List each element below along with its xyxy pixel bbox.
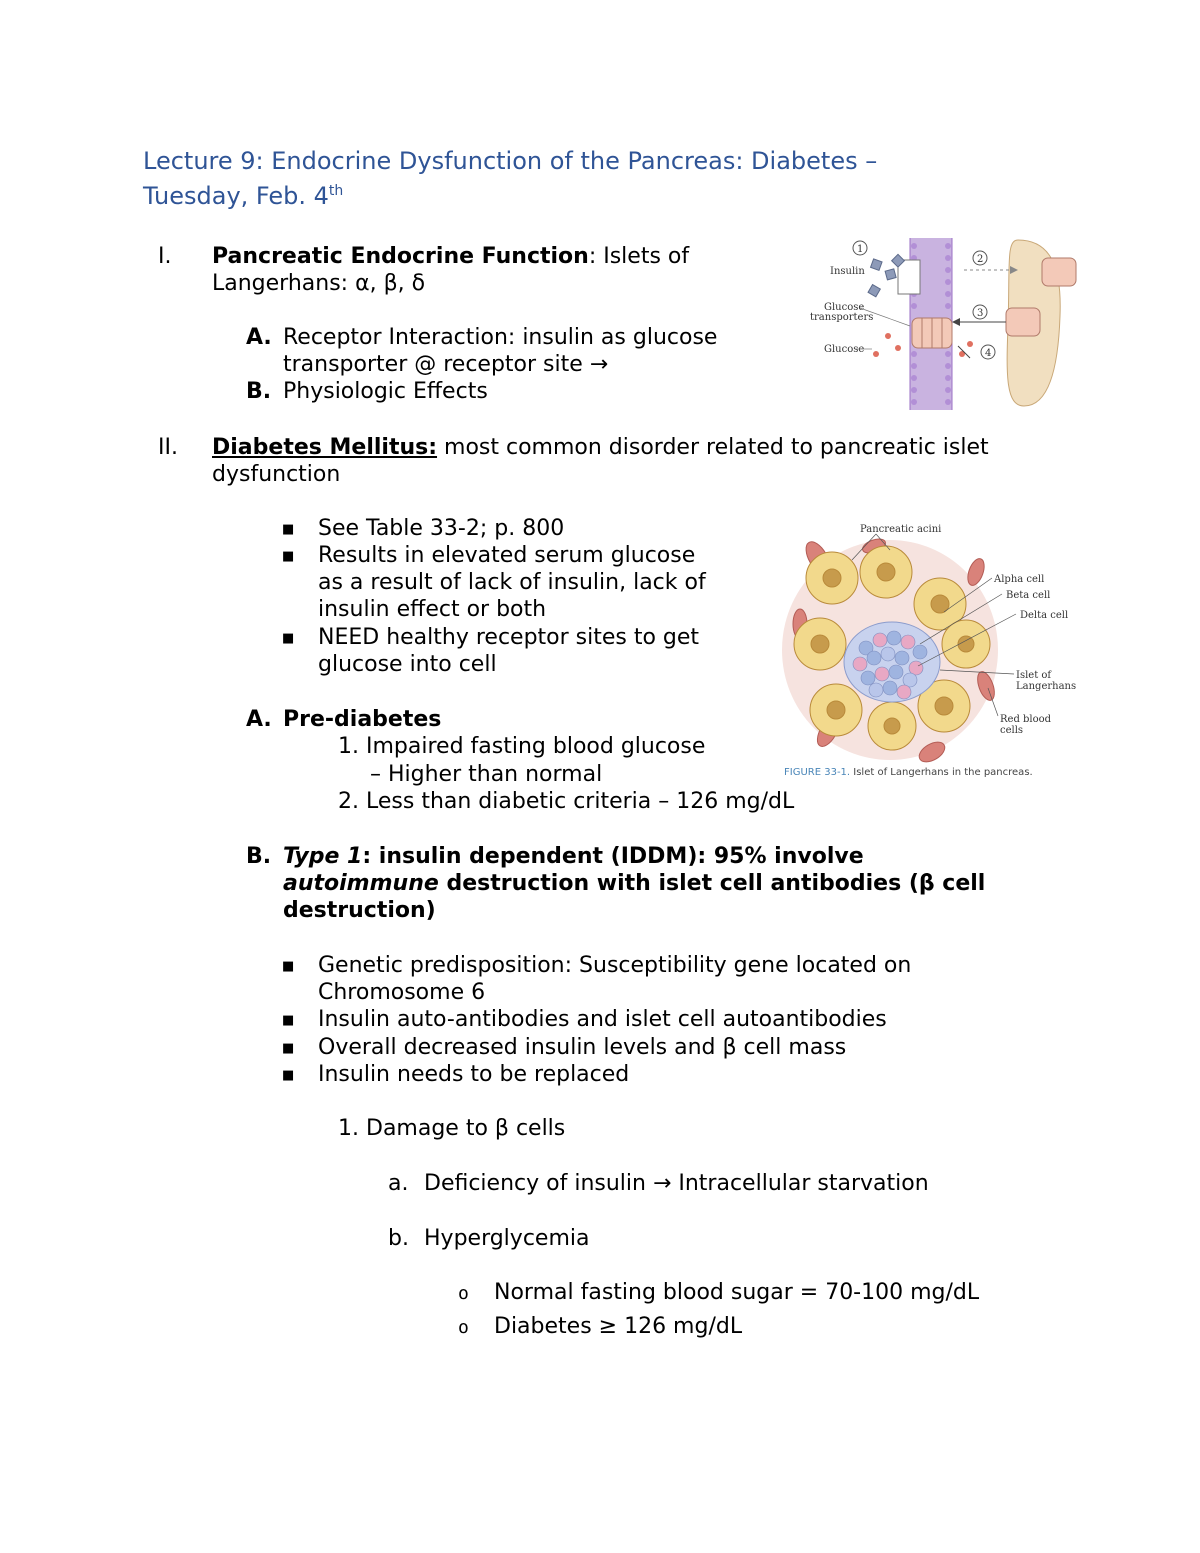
sub-b-text: Hyperglycemia <box>424 1226 590 1251</box>
step-1-label: 1 <box>857 244 864 255</box>
square-bullet-icon: ■ <box>282 522 295 537</box>
section1-line2: Langerhans: α, β, δ <box>212 271 426 296</box>
figure-caption <box>784 767 1033 778</box>
insulin-label: Insulin <box>830 266 865 277</box>
prediabetes-heading: Pre-diabetes <box>283 707 442 732</box>
prediabetes-item2-num: 2. <box>338 789 359 814</box>
section2-heading: Diabetes Mellitus: <box>212 435 438 460</box>
rbc-label-1: Red blood <box>1000 714 1052 725</box>
circle-bullet-icon: o <box>458 1317 469 1338</box>
title-sup: th <box>328 183 344 199</box>
prediabetes-item1-num: 1. <box>338 734 359 759</box>
beta-cell-label: Beta cell <box>1006 590 1051 601</box>
section2-numeral: II. <box>158 435 178 460</box>
type1-label: Type 1 <box>283 844 363 869</box>
type1-bullet-3: Overall decreased insulin levels and β cell mass <box>318 1035 847 1060</box>
square-bullet-icon: ■ <box>282 1041 295 1056</box>
circle-bullet-icon: o <box>458 1283 469 1304</box>
prediabetes-item1: Impaired fasting blood glucose <box>366 734 706 759</box>
figure-caption-number: FIGURE 33-1. <box>784 767 851 778</box>
square-bullet-icon: ■ <box>282 631 295 646</box>
section1-itemA-letter: A. <box>246 325 272 350</box>
bullet-3-line1: NEED healthy receptor sites to get <box>318 625 700 650</box>
insulin-transport-figure <box>810 236 1080 412</box>
square-bullet-icon: ■ <box>282 549 295 564</box>
section1-itemA-line1: Receptor Interaction: insulin as glucose <box>283 325 718 350</box>
figure-caption-text: Islet of Langerhans in the pancreas. <box>850 767 1033 778</box>
prediabetes-letter: A. <box>246 707 272 732</box>
square-bullet-icon: ■ <box>282 959 295 974</box>
type1-line1 <box>283 843 864 870</box>
section2-rest: most common disorder related to pancreatic islet <box>437 435 989 460</box>
glucose-transporters-label-2: transporters <box>810 312 874 323</box>
circle-item-2: Diabetes ≥ 126 mg/dL <box>494 1314 743 1339</box>
type1-line2-rest: destruction with islet cell antibodies (β cell <box>438 871 986 896</box>
section1-heading-line <box>212 243 689 270</box>
page-title <box>143 147 877 175</box>
type1-bullet-4: Insulin needs to be replaced <box>318 1062 630 1087</box>
type1-item1-num: 1. <box>338 1116 359 1141</box>
title-line1: Lecture 9: Endocrine Dysfunction of the Pancreas: Diabetes – <box>143 147 878 175</box>
sub-a-letter: a. <box>388 1171 409 1196</box>
section1-itemB-letter: B. <box>246 379 272 404</box>
bullet-3-line2: glucose into cell <box>318 652 497 677</box>
bullet-2-line1: Results in elevated serum glucose <box>318 543 696 568</box>
type1-line1-rest: : insulin dependent (IDDM): 95% involve <box>362 844 864 869</box>
bullet-2-line2: as a result of lack of insulin, lack of <box>318 570 706 595</box>
title-line2: Tuesday, Feb. 4 <box>143 182 329 210</box>
alpha-cell-label: Alpha cell <box>994 574 1045 585</box>
type1-item1: Damage to β cells <box>366 1116 566 1141</box>
section1-numeral: I. <box>158 244 172 269</box>
step-2-label: 2 <box>977 254 984 265</box>
type1-autoimmune: autoimmune <box>283 871 439 896</box>
section2-line2: dysfunction <box>212 462 341 487</box>
section1-rest: : Islets of <box>588 244 690 269</box>
glucose-transporters-label-1: Glucose <box>824 302 865 313</box>
square-bullet-icon: ■ <box>282 1013 295 1028</box>
square-bullet-icon: ■ <box>282 1068 295 1083</box>
type1-bullet-1-line1: Genetic predisposition: Susceptibility gene located on <box>318 953 912 978</box>
section1-heading: Pancreatic Endocrine Function <box>212 244 589 269</box>
type1-line3: destruction) <box>283 898 436 923</box>
page-title-line2 <box>143 182 343 210</box>
rbc-label-2: cells <box>1000 725 1024 736</box>
type1-bullet-1-line2: Chromosome 6 <box>318 980 486 1005</box>
islet-label-2: Langerhans <box>1016 681 1077 692</box>
sub-b-letter: b. <box>388 1226 409 1251</box>
type1-line2 <box>283 870 985 897</box>
section2-heading-line <box>212 434 989 461</box>
section1-itemB-text: Physiologic Effects <box>283 379 488 404</box>
sub-a-text: Deficiency of insulin → Intracellular starvation <box>424 1171 929 1196</box>
type1-bullet-2: Insulin auto-antibodies and islet cell autoantibodies <box>318 1007 887 1032</box>
section1-itemA-line2: transporter @ receptor site → <box>283 352 609 377</box>
type1-letter: B. <box>246 844 272 869</box>
bullet-2-line3: insulin effect or both <box>318 597 547 622</box>
islet-label-1: Islet of <box>1016 670 1052 681</box>
islet-of-langerhans-figure <box>780 520 1080 785</box>
step-3-label: 3 <box>977 308 984 319</box>
prediabetes-item1-cont: – Higher than normal <box>370 762 603 787</box>
circle-item-1: Normal fasting blood sugar = 70-100 mg/dL <box>494 1280 980 1305</box>
step-4-label: 4 <box>985 348 992 359</box>
bullet-1: See Table 33-2; p. 800 <box>318 516 565 541</box>
glucose-label: Glucose <box>824 344 865 355</box>
pancreatic-acini-label: Pancreatic acini <box>860 524 942 535</box>
prediabetes-item2: Less than diabetic criteria – 126 mg/dL <box>366 789 795 814</box>
delta-cell-label: Delta cell <box>1020 610 1069 621</box>
